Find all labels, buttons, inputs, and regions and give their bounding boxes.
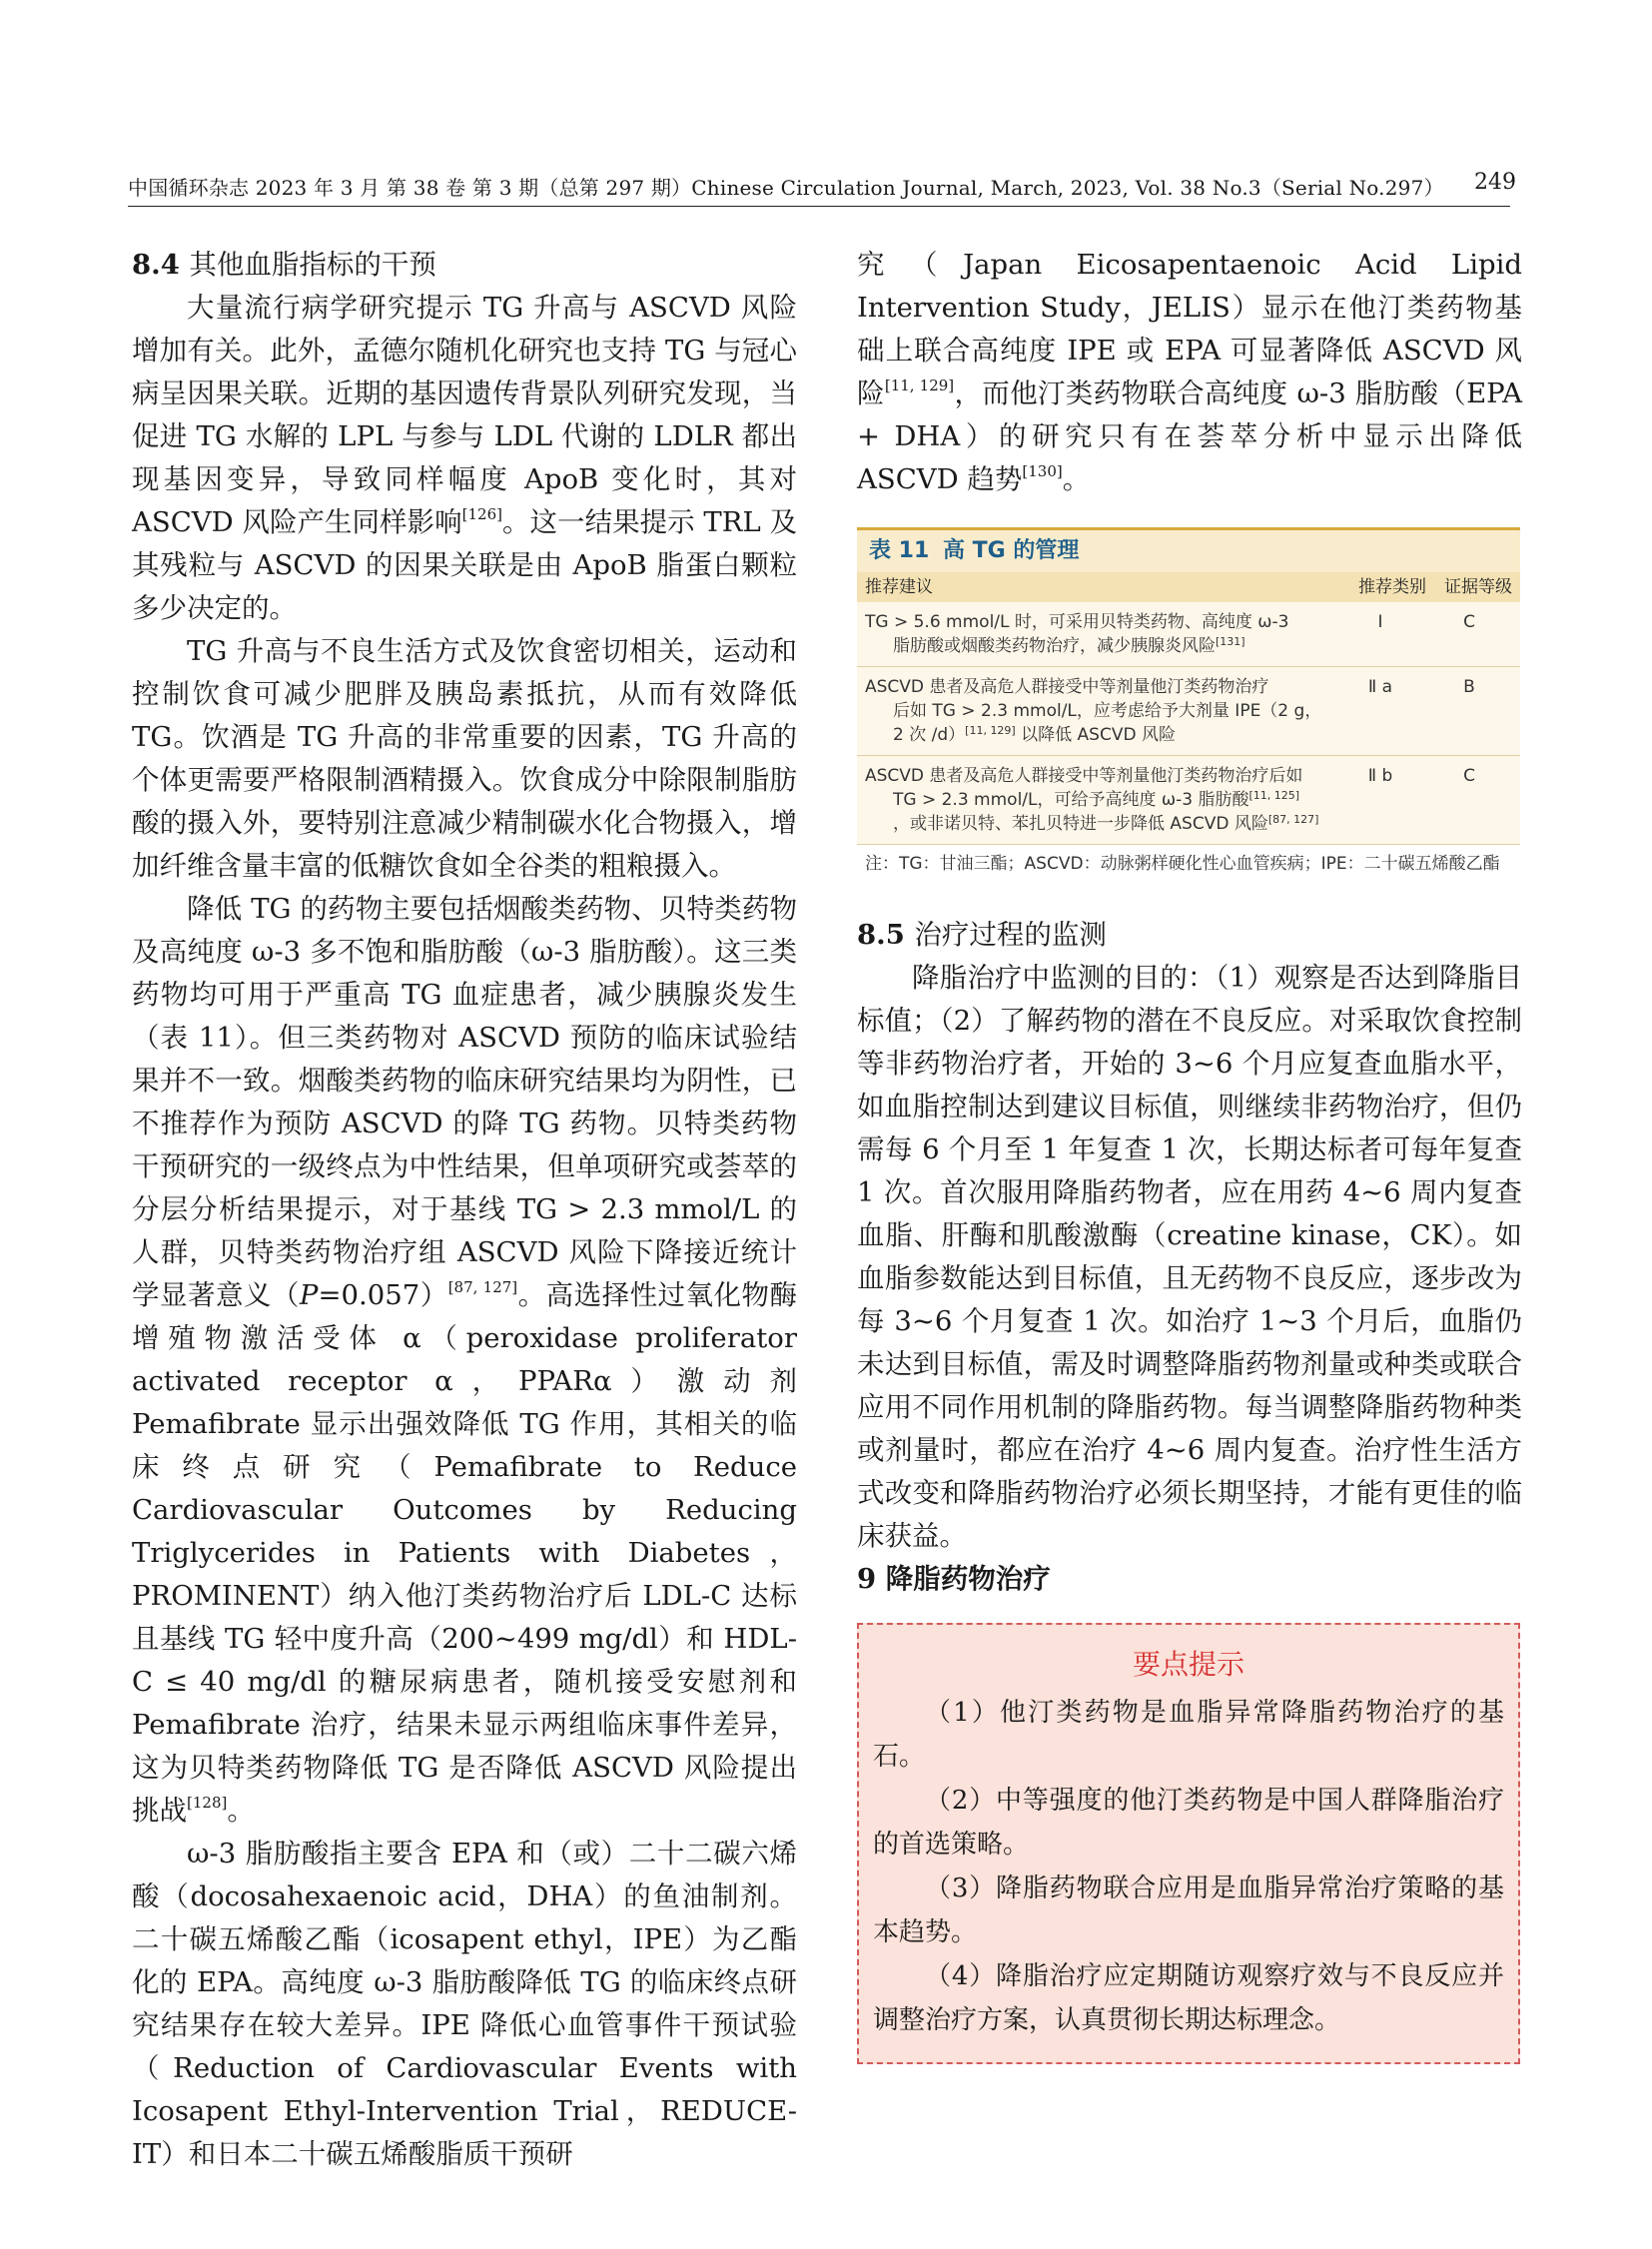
running-header: 中国循环杂志 2023 年 3 月 第 38 卷 第 3 期（总第 297 期）Chinese Circulation Journal, March, 2023, Vol. 38 No.3（Serial No.297） bbox=[128, 176, 1444, 200]
left-column bbox=[132, 244, 797, 2176]
cell-line: TG > 5.6 mmol/L 时，可采用贝特类药物、高纯度 ω-3 bbox=[865, 612, 1289, 632]
cell-line: ASCVD 患者及高危人群接受中等剂量他汀类药物治疗后如 bbox=[865, 766, 1303, 786]
table-footnote: 注：TG：甘油三酯；ASCVD：动脉粥样硬化性心血管疾病；IPE：二十碳五烯酸乙酯 bbox=[857, 845, 1520, 884]
cell-text: 2 次 /d） bbox=[893, 725, 966, 745]
key-point-item: （4）降脂治疗应定期随访观察疗效与不良反应并调整治疗方案，认真贯彻长期达标理念。 bbox=[873, 1961, 1504, 2035]
level-cell: C bbox=[1463, 766, 1475, 786]
right-column bbox=[857, 244, 1522, 2064]
section-title: 其他血脂指标的干预 bbox=[189, 249, 436, 281]
paragraph bbox=[132, 287, 797, 630]
paragraph-text: 。高选择性过氧化物酶增殖物激活受体 α（peroxidase proliferator activated receptor α，PPARα）激动剂 Pemafibrate 显示出强效降低 TG 作用，其相关的临床终点研究（Pemafibrate to Reduce Cardiovascular Outcomes by Reducing Triglycerides in Patients with Diabetes，PROMINENT）纳入他汀类药物治疗后 LDL-C 达标且基线 TG 轻中度升高（200~499 mg/dl）和 HDL-C ≤ 40 mg/dl 的糖尿病患者，随机接受安慰剂和 Pemafibrate 治疗，结果未显示两组临床事件差异，这为贝特类药物降低 TG 是否降低 ASCVD 风险提出挑战 bbox=[132, 1279, 797, 1827]
table-row bbox=[857, 756, 1520, 845]
paragraph-text: 。 bbox=[227, 1795, 255, 1827]
table-header-row bbox=[857, 572, 1520, 602]
paragraph-text: ，而他汀类药物联合高纯度 ω-3 脂肪酸（EPA + DHA）的研究只有在荟萃分析中显示出降低 ASCVD 趋势 bbox=[857, 377, 1523, 495]
citation: [131] bbox=[1216, 635, 1245, 648]
cell-text: 脂肪酸或烟酸类药物治疗，减少胰腺炎风险 bbox=[893, 636, 1216, 656]
cell-line bbox=[865, 788, 1334, 812]
header-rule bbox=[128, 206, 1510, 207]
recommendation-cell bbox=[865, 610, 1334, 658]
paragraph-text: 降低 TG 的药物主要包括烟酸类药物、贝特类药物及高纯度 ω-3 多不饱和脂肪酸（ω-3 脂肪酸）。这三类药物均可用于严重高 TG 血症患者，减少胰腺炎发生（表 11）。但三类药物对 ASCVD 预防的临床试验结果并不一致。烟酸类药物的临床研究结果均为阴性，已不推荐作为预防 ASCVD 的降 TG 药物。贝特类药物干预研究的一级终点为中性结果，但单项研究或荟萃的分层分析结果提示，对于基线 TG > 2.3 mmol/L 的人群，贝特类药物治疗组 ASCVD 风险下降接近统计学显著意义（ bbox=[132, 893, 797, 1311]
paragraph: ω-3 脂肪酸指主要含 EPA 和（或）二十二碳六烯酸（docosahexaenoic acid，DHA）的鱼油制剂。二十碳五烯酸乙酯（icosapent ethyl，IPE）为乙酯化的 EPA。高纯度 ω-3 脂肪酸降低 TG 的临床终点研究结果存在较大差异。IPE 降低心血管事件干预试验（Reduction of Cardiovascular Events with Icosapent Ethyl-Intervention Trial，REDUCE-IT）和日本二十碳五烯酸脂质干预研 bbox=[132, 1838, 797, 2170]
section-title: 治疗过程的监测 bbox=[914, 919, 1107, 951]
header-class: 推荐类别 bbox=[1358, 577, 1426, 597]
key-point-item: （1）他汀类药物是血脂异常降脂药物治疗的基石。 bbox=[873, 1698, 1504, 1772]
cell-text: ，或非诺贝特、苯扎贝特进一步降低 ASCVD 风险 bbox=[893, 814, 1268, 834]
paragraph: 降脂治疗中监测的目的：（1）观察是否达到降脂目标值；（2）了解药物的潜在不良反应。对采取饮食控制等非药物治疗者，开始的 3~6 个月应复查血脂水平，如血脂控制达到建议目标值，则继续非药物治疗，但仍需每 6 个月至 1 年复查 1 次，长期达标者可每年复查 1 次。首次服用降脂药物者，应在用药 4~6 周内复查血脂、肝酶和肌酸激酶（creatine kinase，CK）。如血脂参数能达到目标值，且无药物不良反应，逐步改为每 3~6 个月复查 1 次。如治疗 1~3 个月后，血脂仍未达到目标值，需及时调整降脂药物剂量或种类或联合应用不同作用机制的降脂药物。每当调整降脂药物种类或剂量时，都应在治疗 4~6 周内复查。治疗性生活方式改变和降脂药物治疗必须长期坚持，才能有更佳的临床获益。 bbox=[857, 962, 1522, 1552]
table-title bbox=[857, 527, 1520, 572]
cell-line bbox=[865, 723, 1334, 747]
section-title: 降脂药物治疗 bbox=[885, 1563, 1051, 1595]
p-value: =0.057） bbox=[318, 1279, 448, 1311]
cell-line bbox=[865, 812, 1334, 836]
cell-text: TG > 2.3 mmol/L，可给予高纯度 ω-3 脂肪酸 bbox=[893, 790, 1249, 810]
class-cell: Ⅰ bbox=[1377, 612, 1383, 632]
key-point-item: （3）降脂药物联合应用是血脂异常治疗策略的基本趋势。 bbox=[873, 1874, 1504, 1947]
paragraph-text: 。这一结果提示 TRL 及其残粒与 ASCVD 的因果关联是由 ApoB 脂蛋白颗粒多少决定的。 bbox=[132, 506, 798, 624]
paragraph bbox=[857, 244, 1522, 501]
cell-line: ASCVD 患者及高危人群接受中等剂量他汀类药物治疗 bbox=[865, 677, 1269, 697]
table-row bbox=[857, 667, 1520, 756]
p-value-label: P bbox=[299, 1279, 319, 1311]
citation: [11, 125] bbox=[1248, 789, 1300, 802]
recommendation-cell bbox=[865, 675, 1334, 747]
table-number: 表 11 bbox=[869, 538, 930, 563]
section-9-heading bbox=[857, 1558, 1522, 1601]
table-caption: 高 TG 的管理 bbox=[942, 538, 1080, 563]
key-points-box bbox=[857, 1623, 1520, 2064]
paragraph: TG 升高与不良生活方式及饮食密切相关，运动和控制饮食可减少肥胖及胰岛素抵抗，从而有效降低 TG。饮酒是 TG 升高的非常重要的因素，TG 升高的个体更需要严格限制酒精摄入。饮食成分中除限制脂肪酸的摄入外，要特别注意减少精制碳水化合物摄入，增加纤维含量丰富的低糖饮食如全谷类的粗粮摄入。 bbox=[132, 635, 797, 882]
citation: [87, 127] bbox=[447, 1278, 518, 1296]
cell-line: 后如 TG > 2.3 mmol/L，应考虑给予大剂量 IPE（2 g， bbox=[893, 701, 1322, 721]
table-row bbox=[857, 602, 1520, 667]
cell-text: 以降低 ASCVD 风险 bbox=[1015, 725, 1176, 745]
paragraph bbox=[132, 888, 797, 1833]
citation: [126] bbox=[461, 505, 502, 523]
citation: [128] bbox=[187, 1794, 228, 1812]
level-cell: C bbox=[1463, 612, 1475, 632]
citation: [11, 129] bbox=[884, 376, 955, 394]
section-number: 8.5 bbox=[857, 919, 905, 951]
page-number: 249 bbox=[1474, 170, 1516, 195]
citation: [130] bbox=[1022, 462, 1063, 480]
class-cell: Ⅱ b bbox=[1367, 766, 1393, 786]
cell-line bbox=[865, 634, 1334, 658]
citation: [11, 129] bbox=[965, 724, 1016, 737]
citation: [87, 127] bbox=[1267, 813, 1319, 826]
key-points-title: 要点提示 bbox=[1132, 1648, 1244, 1681]
key-point-item: （2）中等强度的他汀类药物是中国人群降脂治疗的首选策略。 bbox=[873, 1786, 1504, 1860]
paragraph-text: 大量流行病学研究提示 TG 升高与 ASCVD 风险增加有关。此外，孟德尔随机化研究也支持 TG 与冠心病呈因果关联。近期的基因遗传背景队列研究发现，当促进 TG 水解的 LPL 与参与 LDL 代谢的 LDLR 都出现基因变异，导致同样幅度 ApoB 变化时，其对 ASCVD 风险产生同样影响 bbox=[132, 292, 797, 538]
header-level: 证据等级 bbox=[1444, 577, 1512, 597]
section-8-5-heading bbox=[857, 914, 1522, 957]
table-11 bbox=[857, 527, 1520, 884]
paragraph-text: 。 bbox=[1062, 463, 1091, 495]
section-number: 8.4 bbox=[132, 249, 180, 281]
header-recommendation: 推荐建议 bbox=[865, 577, 933, 597]
class-cell: Ⅱ a bbox=[1367, 677, 1393, 697]
recommendation-cell bbox=[865, 764, 1334, 836]
level-cell: B bbox=[1463, 677, 1475, 697]
section-number: 9 bbox=[857, 1563, 877, 1595]
section-8-4-heading bbox=[132, 244, 797, 287]
paragraph-text: 究（Japan Eicosapentaenoic Acid Lipid Intervention Study，JELIS）显示在他汀类药物基础上联合高纯度 IPE 或 EPA 可显著降低 ASCVD 风险 bbox=[857, 249, 1522, 409]
